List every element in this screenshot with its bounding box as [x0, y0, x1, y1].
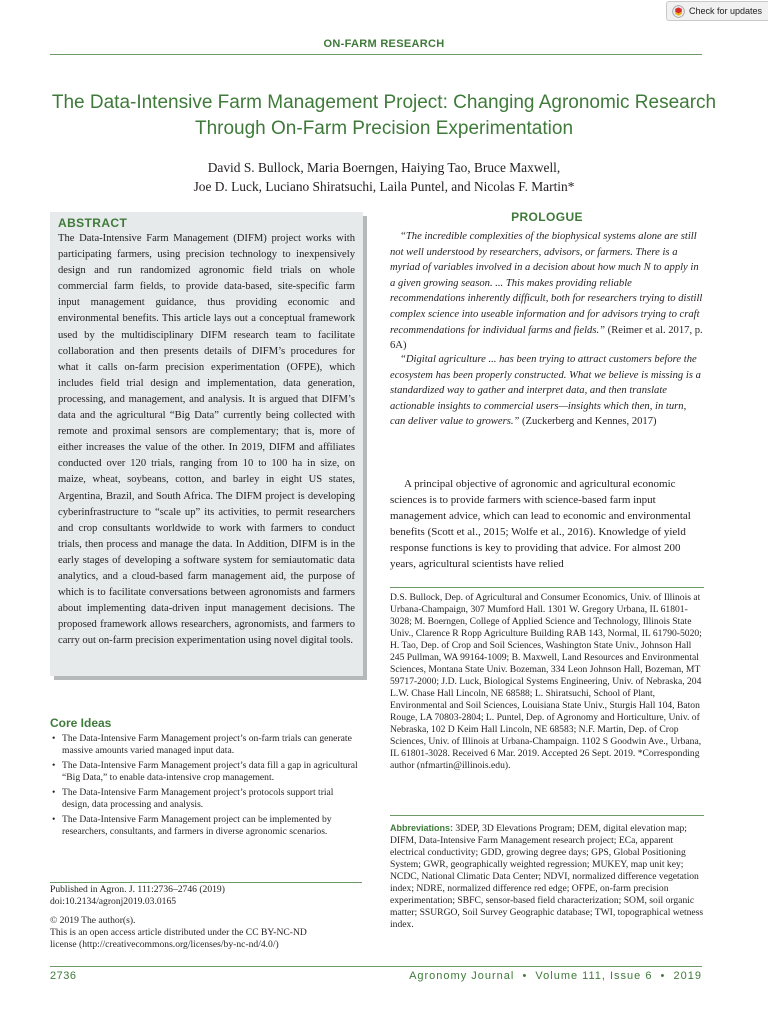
core-ideas-heading: Core Ideas [50, 716, 112, 730]
bullet-icon: • [52, 760, 56, 771]
page-number: 2736 [50, 970, 77, 982]
list-item: • The Data-Intensive Farm Management project’s data fill a gap in agricultural “Big Data,” to enable data-intensive crop management. [52, 760, 358, 783]
article-title: The Data-Intensive Farm Management Project: Changing Agronomic Research Through On-Farm Precision Experimentation [51, 92, 717, 139]
quote-1-source: (Reimer et al. 2017, p. 6A) [390, 324, 703, 352]
crossmark-icon [672, 5, 685, 18]
abstract-text: The Data-Intensive Farm Management (DIFM) project works with participating farmers, using precision technology to inexpensively design and run randomized agronomic field trials on whole commercial farm fields, to provide data-based, site-specific farm input management guidance, thus providing economic and environmental benefits. This article lays out a conceptual framework used by the multidisciplinary DIFM research team to facilitate collaboration and then presents details of DIFM’s procedures for what it calls on-farm precision experimentation (OFPE), which includes field trial design and implementation, data generation, processing, and management, and analysis. It is argued that DIFM’s data and the agricultural “Big Data” currently being collected with remote and proximal sensors are complementary; that is, more of either increases the value of the other. In 2019, DIFM and affiliates conducted over 120 trials, ranging from 10 to 100 ha in size, on maize, wheat, soybeans, cotton, and barley in eight US states, Argentina, Brazil, and South Africa. The DIFM project is developing cyberinfrastructure to “scale up” its activities, to permit researchers and crop consultants worldwide to work with farmers to conduct trials, then process and manage the data. In Addition, DIFM is in the early stages of developing a software system for semiautomatic data analytics, and a cloud-based farm management aid, the purpose of which is to facilitate conversations between agronomists and farmers about implementing data-driven input management decisions. The proposed framework allows researchers, agronomists, and farmers to carry out on-farm precision experimentation using novel digital tools. [58, 233, 355, 647]
list-item: • The Data-Intensive Farm Management project can be implemented by researchers, consultants, and farmers in diverse agronomic scenarios. [52, 814, 332, 837]
footer-divider [50, 966, 702, 967]
list-item: • The Data-Intensive Farm Management project’s on-farm trials can generate massive amounts varied managed input data. [52, 733, 352, 756]
bullet-icon: • [52, 787, 56, 798]
author-line-1: David S. Bullock, Maria Boerngen, Haiying Tao, Bruce Maxwell, [207, 160, 561, 175]
core-ideas-list [50, 733, 362, 841]
author-line-2: Joe D. Luck, Luciano Shiratsuchi, Laila Puntel, and Nicolas F. Martin* [193, 179, 575, 194]
abbreviations-divider [390, 815, 704, 816]
license-link[interactable]: license (http://creativecommons.org/licenses/by-nc-nd/4.0/) [50, 939, 279, 950]
section-divider [50, 54, 702, 55]
published-in: Published in Agron. J. 111:2736–2746 (2019) [50, 884, 225, 895]
bullet-icon: • [52, 733, 56, 744]
doi-link[interactable]: doi:10.2134/agronj2019.03.0165 [50, 896, 177, 907]
abbreviations-block [390, 822, 706, 931]
section-label: ON-FARM RESEARCH [323, 38, 445, 50]
publication-info [50, 884, 365, 951]
license-line-1: This is an open access article distributed under the CC BY-NC-ND [50, 927, 307, 938]
check-for-updates-label: Check for updates [689, 6, 763, 16]
affiliations-divider [390, 587, 704, 588]
abbreviations-text: 3DEP, 3D Elevations Program; DEM, digital elevation map; DIFM, Data-Intensive Farm Management research project; ECa, apparent electrical conductivity; GDD, growing degree days; GPS, Global Positioning System; GWR, geographically weighted regression; MUKEY, map unit key; NCDC, National Climatic Data Center; NDVI, normalized difference vegetation index; NDRE, normalized difference red edge; OFPE, on-farm precision experimentation; SBFC, sensor-based field characterization; SOM, soil organic matter; SSURGO, Soil Survey Geographic database; TWI, topographical wetness index. [390, 823, 704, 930]
abstract-box [50, 212, 363, 676]
list-item: • The Data-Intensive Farm Management project’s protocols support trial design, data processing and analysis. [52, 787, 334, 810]
quote-2-source: (Zuckerberg and Kennes, 2017) [519, 416, 657, 428]
prologue-heading: PROLOGUE [511, 210, 583, 224]
check-for-updates-button[interactable] [666, 1, 768, 21]
author-list [60, 158, 708, 196]
journal-info: Agronomy Journal • Volume 111, Issue 6 • 2019 [409, 970, 702, 982]
prologue-quote-2: “Digital agriculture ... has been trying to attract customers before the ecosystem has been properly constructed. What we believe is missing is a standardized way to gather and interpret data, and then translate actionable insights to commercial users—insights which then, in turn, can deliver value to growers.” (Zuckerberg and Kennes, 2017) [390, 354, 701, 428]
publication-divider [50, 882, 362, 883]
introduction-paragraph: A principal objective of agronomic and agricultural economic sciences is to provide farmers with science-based farm input management advice, which can lead to economic and environmental benefits (Scott et al., 2015; Wolfe et al., 2016). Knowledge of yield response functions is key to providing that advice. For almost 200 years, agricultural scientists have relied [390, 478, 691, 570]
copyright-notice: © 2019 The author(s). [50, 915, 136, 926]
author-affiliations: D.S. Bullock, Dep. of Agricultural and Consumer Economics, Univ. of Illinois at Urbana-Champaign, 307 Mumford Hall. 1301 W. Gregory Urbana, IL 61801-3028; M. Boerngen, College of Applied Science and Technology, Illinois State Univ., Clarence R Ropp Agriculture Building RAB 143, Normal, IL 61790-5020; H. Tao, Dep. of Crop and Soil Sciences, Washington State Univ., Johnson Hall 245 Pullman, WA 99164-1009; B. Maxwell, Land Resources and Environmental Sciences, Montana State Univ. Bozeman, 334 Leon Johnson Hall, Bozeman, MT 59717-2000; J.D. Luck, Biological Systems Engineering, Univ. of Nebraska, 204 L.W. Chase Hall Lincoln, NE 68588; L. Shiratsuchi, School of Plant, Environmental and Soil Sciences, Louisiana State Univ., Sturgis Hall 104, Baton Rouge, LA 70803-2804; L. Puntel, Dep. of Agronomy and Horticulture, Univ. of Nebraska, 102 D Keim Hall Lincoln, NE 68583; N.F. Martin, Dep. of Crop Sciences, Univ. of Illinois at Urbana-Champaign. 1102 S Goodwin Ave., Urbana, IL 61801-3028. Received 6 Mar. 2019. Accepted 26 Sept. 2019. *Corresponding author (nfmartin@illinois.edu). [390, 592, 702, 771]
prologue-quote-1: “The incredible complexities of the biophysical systems alone are still not well understood by researchers, advisors, or farmers. There is a myriad of variables involved in a decision about how much N to apply in a given growing season. ... This makes providing reliable recommendations inherently difficult, both for researchers trying to distill complex science into useable information and for advisors trying to craft recommendations for individual farms and fields.” (Reimer et al. 2017, p. 6A) [390, 231, 703, 352]
abstract-heading: ABSTRACT [58, 216, 128, 230]
abbreviations-label: Abbreviations: [390, 823, 454, 833]
bullet-icon: • [52, 814, 56, 825]
